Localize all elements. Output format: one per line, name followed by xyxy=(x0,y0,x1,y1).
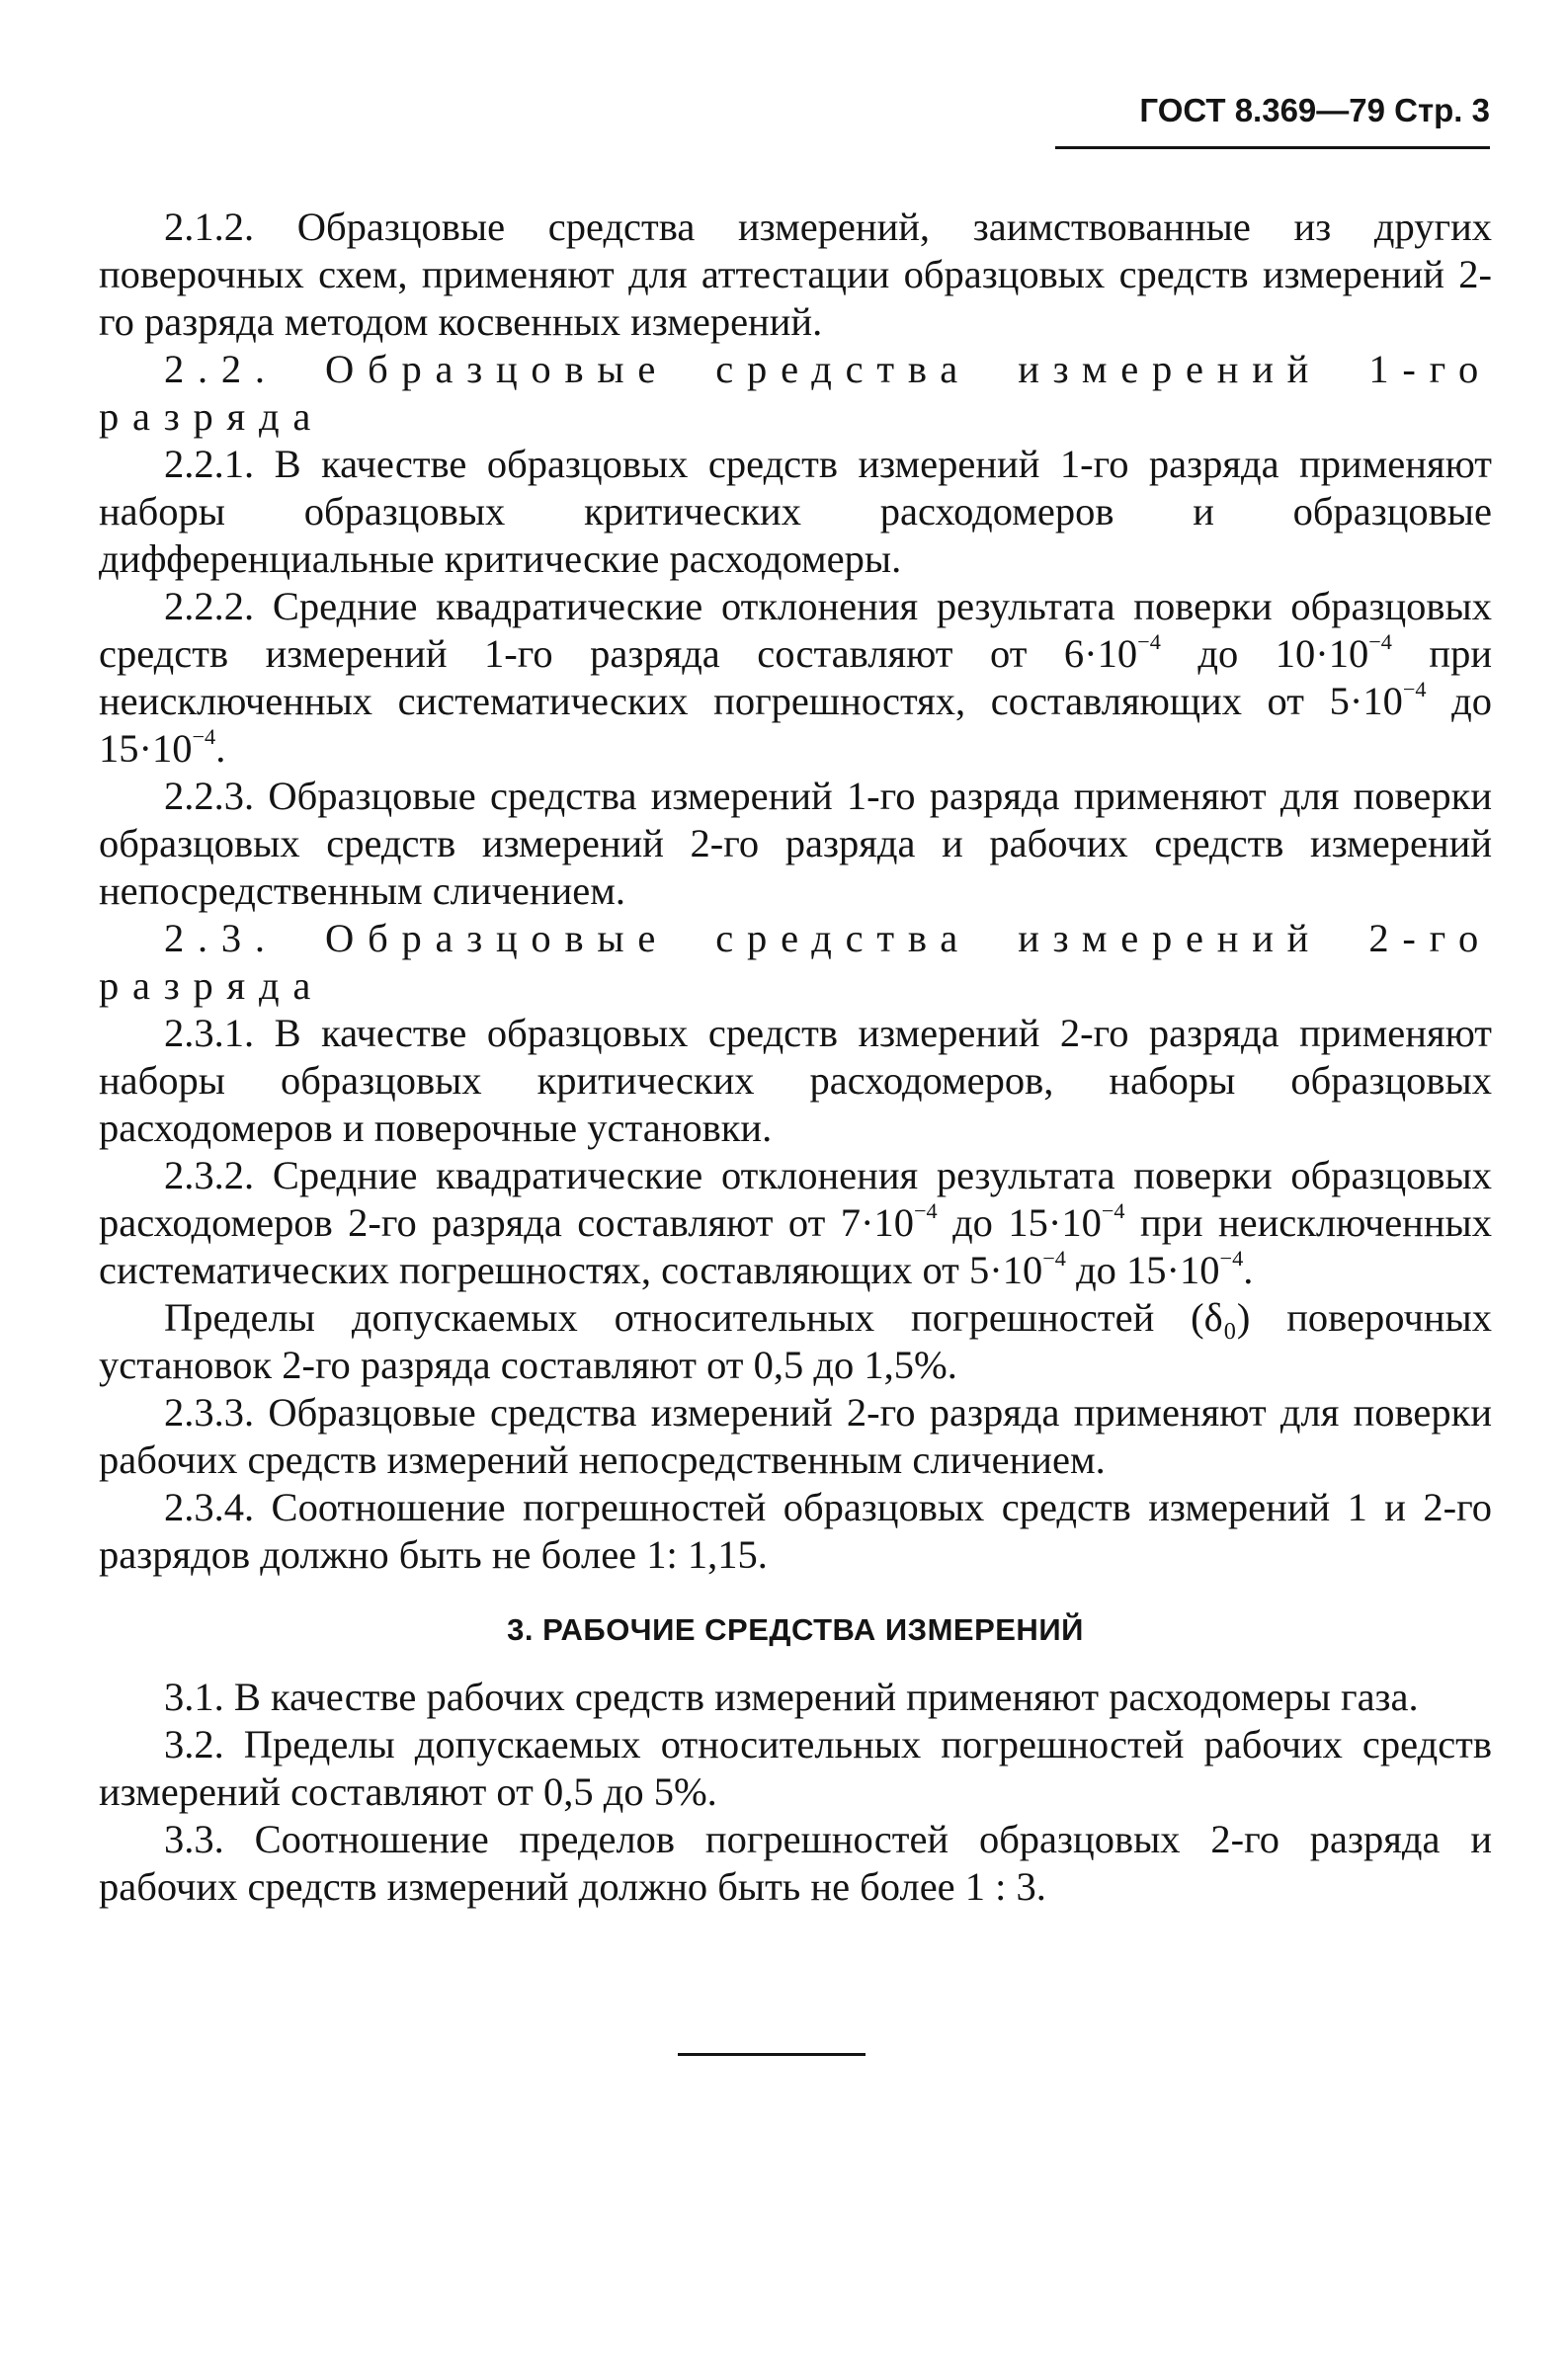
text-run: . xyxy=(1243,1248,1254,1292)
text-run: 2.3.2. Средние квадратические отклонения результата поверки образцовых расходомеров 2-го разряда составляют от 7·10 xyxy=(99,1153,1492,1245)
paragraph-3-2: 3.2. Пределы допускаемых относительных погрешностей рабочих средств измерений составляют от 0,5 до 5%. xyxy=(99,1722,1492,1814)
paragraph-2-2-1: 2.2.1. В качестве образцовых средств измерений 1-го разряда применяют наборы образцовых критических расходомеров и образцовые дифференциальные критические расходомеры. xyxy=(99,442,1492,581)
text-run: до 15·10 xyxy=(937,1200,1102,1245)
heading-2-2: 2.2. Образцовые средства измерений 1-го разряда xyxy=(99,347,1492,439)
paragraph-3-3: 3.3. Соотношение пределов погрешностей образцовых 2-го разряда и рабочих средств измерений должно быть не более 1 : 3. xyxy=(99,1817,1492,1909)
exponent: −4 xyxy=(1042,1246,1066,1272)
text-run: 2.2.2. Средние квадратические отклонения результата поверки образцовых средств измерений 1-го разряда составляют от 6·10 xyxy=(99,584,1492,676)
paragraph-2-3-3: 2.3.3. Образцовые средства измерений 2-го разряда применяют для поверки рабочих средств измерений непосредственным сличением. xyxy=(99,1390,1492,1482)
end-rule xyxy=(678,2053,866,2056)
paragraph-limits: Пределы допускаемых относительных погрешностей (δ₀) поверочных установок 2-го разряда составляют от 0,5 до 1,5%. xyxy=(99,1295,1492,1387)
paragraph-2-3-4: 2.3.4. Соотношение погрешностей образцовых средств измерений 1 и 2-го разрядов должно быть не более 1: 1,15. xyxy=(99,1485,1492,1577)
paragraph-2-3-2 xyxy=(99,1152,1492,1294)
exponent: −4 xyxy=(1219,1246,1244,1272)
exponent: −4 xyxy=(1402,677,1427,702)
document-body xyxy=(99,204,1492,1911)
text-run: . xyxy=(215,726,226,771)
exponent: −4 xyxy=(913,1198,938,1224)
exponent: −4 xyxy=(192,724,216,750)
paragraph-2-1-2: 2.1.2. Образцовые средства измерений, заимствованные из других поверочных схем, применяют для аттестации образцовых средств измерений 2-го разряда методом косвенных измерений. xyxy=(99,205,1492,344)
header-rule xyxy=(1055,146,1490,149)
section-3-title: 3. РАБОЧИЕ СРЕДСТВА ИЗМЕРЕНИЙ xyxy=(507,1612,1084,1647)
text-run: до 10·10 xyxy=(1160,631,1369,676)
text-run: до 15·10 xyxy=(1065,1248,1220,1292)
exponent: −4 xyxy=(1137,629,1161,655)
text-run: до 15·10 xyxy=(99,679,1492,771)
paragraph-2-3-1: 2.3.1. В качестве образцовых средств измерений 2-го разряда применяют наборы образцовых критических расходомеров, наборы образцовых расходомеров и поверочные установки. xyxy=(99,1011,1492,1150)
paragraph-3-1: 3.1. В качестве рабочих средств измерений применяют расходомеры газа. xyxy=(164,1675,1419,1719)
paragraph-2-2-2 xyxy=(99,583,1492,773)
exponent: −4 xyxy=(1368,629,1392,655)
text-run: при неисключенных систематических погрешностях, составляющих от 5·10 xyxy=(99,631,1492,723)
paragraph-2-2-3: 2.2.3. Образцовые средства измерений 1-го разряда применяют для поверки образцовых средств измерений 2-го разряда и рабочих средств измерений непосредственным сличением. xyxy=(99,774,1492,913)
page-header: ГОСТ 8.369—79 Стр. 3 xyxy=(1139,92,1490,128)
heading-2-3: 2.3. Образцовые средства измерений 2-го разряда xyxy=(99,916,1492,1008)
exponent: −4 xyxy=(1101,1198,1125,1224)
text-run: при неисключенных систематических погрешностях, составляющих от 5·10 xyxy=(99,1200,1492,1292)
